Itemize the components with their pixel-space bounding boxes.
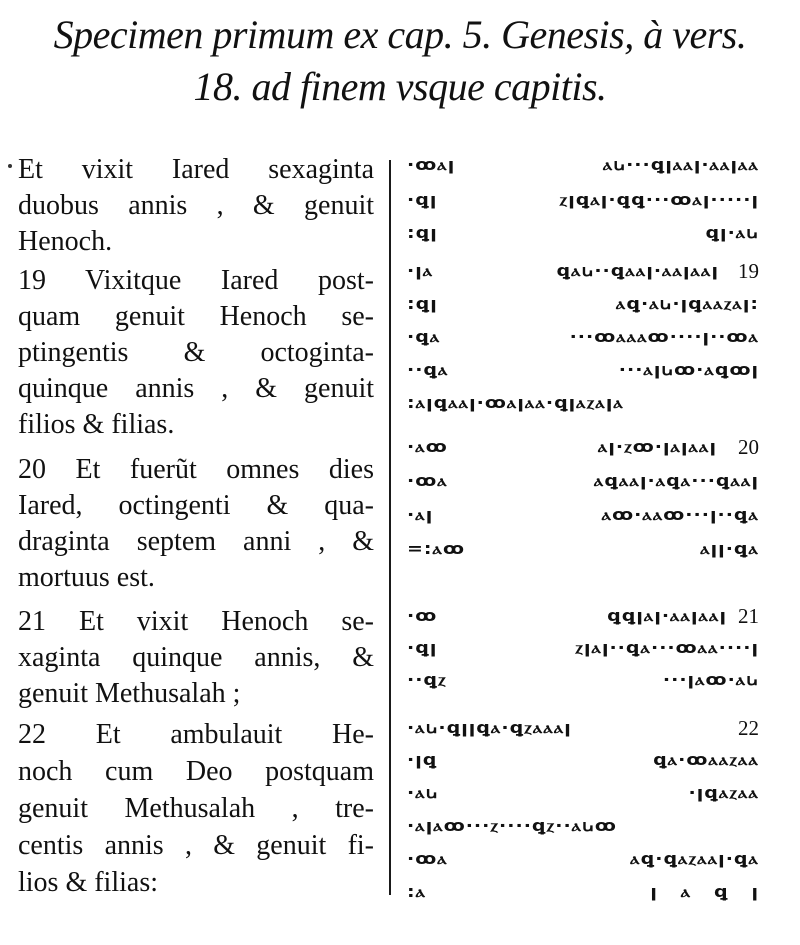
latin-line: noch cum Deo postquam [18, 756, 374, 787]
samaritan-text: ···ⲁꞁꭎꝏ·ⲁꝗꝏꞁ [618, 360, 759, 380]
samaritan-text: ꝗⲁꭎ··ꝗⲁⲁꞁ·ⲁⲁꞁⲁⲁꞁ [556, 261, 719, 281]
verse-number: 20 [738, 435, 759, 459]
samaritan-text: ·ꝗꞁ [407, 638, 438, 658]
samaritan-text: ⲍꞁꝗⲁꞁ·ꝗꝗ···ꝏⲁꞁ·····ꞁ [559, 190, 759, 210]
samaritan-text: ·ꝏ [407, 606, 438, 626]
samaritan-text: ·ꝏⲁꞁ [407, 155, 456, 175]
latin-line: xaginta quinque annis, & [18, 642, 374, 673]
samaritan-line [407, 778, 759, 808]
samaritan-text: ·ꞁꝗ [407, 750, 438, 770]
samaritan-line [407, 388, 759, 418]
latin-line: filios & filias. [18, 409, 175, 440]
samaritan-text: ···ꞁⲁꝏ·ⲁꭎ [662, 670, 759, 690]
specimen-title-line-1: Specimen primum ex cap. 5. Genesis, à vers. [53, 12, 747, 57]
samaritan-line [407, 633, 759, 663]
samaritan-text: ·ꝏⲁ [407, 849, 448, 869]
latin-line: Iared, octingenti & qua- [18, 490, 374, 521]
samaritan-text: ⲁꭎ···ꝗꞁⲁⲁꞁ·ⲁⲁꞁⲁⲁ [602, 155, 759, 175]
samaritan-line [407, 713, 759, 743]
latin-line: genuit Methusalah ; [18, 678, 241, 709]
samaritan-text: ⲁꞁꞁ·ꝗⲁ [700, 539, 759, 559]
samaritan-text: ··ꝗⲁ [407, 360, 449, 380]
samaritan-text: ⲍꞁⲁꞁ··ꝗⲁ···ꝏⲁⲁ····ꞁ [575, 638, 759, 658]
samaritan-line [407, 745, 759, 775]
samaritan-line [407, 150, 759, 180]
verse-number: 21 [738, 604, 759, 628]
latin-line: mortuus est. [18, 562, 155, 593]
samaritan-line [407, 665, 759, 695]
specimen-title-line-2: 18. ad finem vsque capitis. [193, 64, 607, 109]
column-divider [389, 160, 391, 895]
samaritan-text: ⲁꝗ·ꝗⲁⲍⲁⲁꞁ·ꝗⲁ [630, 849, 759, 869]
samaritan-text: :ꝗꞁ [407, 294, 438, 314]
latin-line: quinque annis , & genuit [18, 373, 374, 404]
samaritan-line [407, 811, 759, 841]
samaritan-text: ·ⲁꭎ·ꝗꞁꞁꝗⲁ·ꝗⲍⲁⲁⲁꞁ [407, 718, 572, 738]
samaritan-text: ꞁ ⲁ ꝗ ꞁ [650, 882, 759, 902]
latin-line: Et vixit Iared sexaginta [18, 154, 374, 185]
samaritan-line [407, 289, 759, 319]
samaritan-line [407, 432, 759, 462]
samaritan-text: ·ꝗꞁ [407, 190, 438, 210]
samaritan-text: ·ⲁꭎ [407, 783, 439, 803]
latin-line: 22 Et ambulauit He- [18, 719, 374, 750]
latin-line: Henoch. [18, 226, 113, 257]
samaritan-line [407, 877, 759, 907]
samaritan-text: ꝗꝗꞁⲁꞁ·ⲁⲁꞁⲁⲁꞁ [607, 606, 727, 626]
samaritan-text: ·ⲁꞁⲁꝏ···ⲍ····ꝗⲍ··ⲁꭎꝏ [407, 816, 617, 836]
samaritan-text: ·ꞁⲁ [407, 261, 434, 281]
samaritan-text: :ⲁ [407, 882, 427, 902]
samaritan-line [407, 466, 759, 496]
samaritan-text: ꝗⲁ·ꝏⲁⲁⲍⲁⲁ [653, 750, 759, 770]
samaritan-text: ·ꝏⲁ [407, 471, 448, 491]
latin-line: 21 Et vixit Henoch se- [18, 606, 374, 637]
samaritan-text: ⲁꝏ·ⲁⲁꝏ···ꞁ··ꝗⲁ [601, 505, 759, 525]
samaritan-text: ·ꝗⲁ [407, 327, 441, 347]
samaritan-text: ···ꝏⲁⲁⲁꝏ····ꞁ··ꝏⲁ [569, 327, 759, 347]
samaritan-line [407, 256, 759, 286]
latin-line: 20 Et fuerũt omnes dies [18, 454, 374, 485]
samaritan-line [407, 844, 759, 874]
latin-line: quam genuit Henoch se- [18, 301, 374, 332]
latin-line: genuit Methusalah , tre- [18, 793, 374, 824]
samaritan-text: :ⲁꞁꝗⲁⲁꞁ·ꝏⲁꞁⲁⲁ·ꝗꞁⲁⲍⲁꞁⲁ [407, 393, 624, 413]
samaritan-text: ·ⲁꞁ [407, 505, 434, 525]
samaritan-line [407, 534, 759, 564]
samaritan-text: ꝗꞁ·ⲁꭎ [705, 223, 759, 243]
verse-number: 19 [738, 259, 759, 283]
samaritan-line [407, 218, 759, 248]
samaritan-text: :ꝗꞁ [407, 223, 438, 243]
latin-line: lios & filias: [18, 867, 158, 898]
samaritan-line [407, 601, 759, 631]
samaritan-line [407, 185, 759, 215]
verse-number: 22 [738, 716, 759, 740]
samaritan-text: ⲁꞁ·ⲍꝏ·ꞁⲁꞁⲁⲁꞁ [597, 437, 717, 457]
latin-line: duobus annis , & genuit [18, 190, 374, 221]
margin-dot [8, 164, 12, 168]
latin-line: 19 Vixitque Iared post- [18, 265, 374, 296]
latin-line: ptingentis & octoginta- [18, 337, 374, 368]
samaritan-text: ·ⲁꝏ [407, 437, 448, 457]
latin-line: centis annis , & genuit fi- [18, 830, 374, 861]
latin-line: draginta septem anni , & [18, 526, 374, 557]
samaritan-line [407, 500, 759, 530]
samaritan-line [407, 322, 759, 352]
samaritan-text: ⲁꝗⲁⲁꞁ·ⲁꝗⲁ···ꝗⲁⲁꞁ [593, 471, 759, 491]
samaritan-text: ·ꞁꝗⲁⲍⲁⲁ [688, 783, 759, 803]
samaritan-text: ··ꝗⲍ [407, 670, 447, 690]
samaritan-text: ⲁꝗ·ⲁꭎ·ꞁꝗⲁⲁⲍⲁꞁ: [615, 294, 759, 314]
samaritan-text: =:ⲁꝏ [407, 539, 466, 559]
samaritan-line [407, 355, 759, 385]
